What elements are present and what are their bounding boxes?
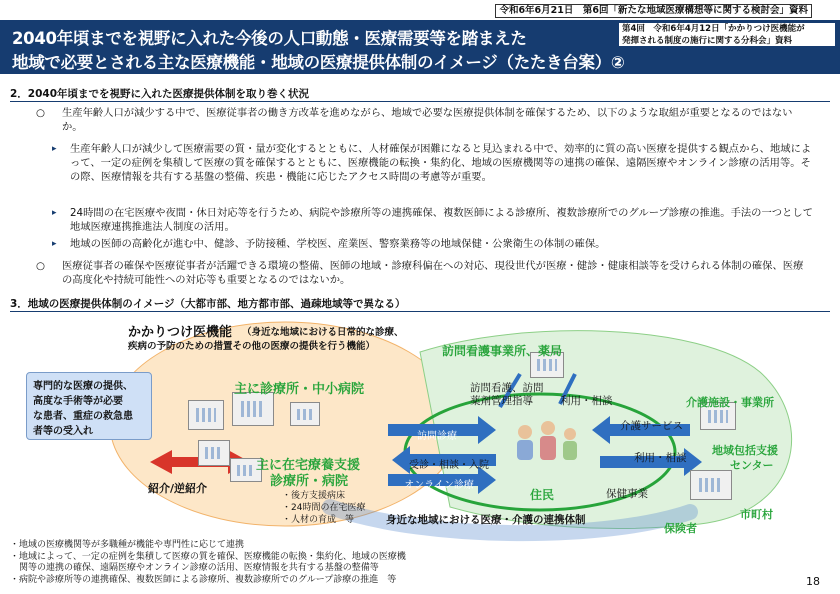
kakaritsuke-title: かかりつけ医機能 xyxy=(128,325,233,340)
care-facility-label: 介護施設・事業所 xyxy=(686,396,774,409)
referral-label: 紹介/逆紹介 xyxy=(148,482,208,495)
page-number: 18 xyxy=(806,575,820,588)
visiting-nursing-sub1: 訪問看護、訪問 xyxy=(470,382,544,394)
section2-divider xyxy=(10,101,830,102)
section2-para2 xyxy=(36,259,812,287)
specialist-line2: 高度な手術等が必要 xyxy=(33,396,123,407)
specialist-line4: 者等の受入れ xyxy=(33,426,93,437)
community-center-line1: 地域包括支援 xyxy=(712,444,778,457)
home-support-line2: 診療所・病院 xyxy=(270,474,349,489)
visiting-nursing-label: 訪問看護事業所、薬局 xyxy=(442,344,563,358)
meeting-info xyxy=(0,4,812,18)
clinic-building-icon xyxy=(198,440,230,466)
city-hall-building-icon xyxy=(690,470,732,500)
section2-bullet2-text: 24時間の在宅医療や夜間・休日対応等を行うため、病院や診療所等の連携確保、複数医師による診療所、複数診療所でのグループ診療の推進。手法の一つとして地域医療連携推進法人制度の活用。 xyxy=(70,207,813,233)
section2-para2-text: 医療従事者の確保や医療従事者が活躍できる環境の整備、医師の地域・診療科偏在への対応、現役世代が医療・健診・健康相談等を受けられる体制の確保、医療の高度化や持続可能性への対応等も重要となるのではないか。 xyxy=(62,260,804,286)
arrow-home-visit-label: 訪問診療 xyxy=(417,431,457,442)
triangle-bullet-icon: ▸ xyxy=(52,239,57,249)
specialist-line3: な患者、重症の救急患 xyxy=(33,411,133,422)
source-note xyxy=(618,22,836,47)
usage-consult-top: 利用・相談 xyxy=(560,395,613,407)
hospital-building-icon xyxy=(188,400,224,430)
section2-para1 xyxy=(36,106,812,134)
section2-bullet2 xyxy=(52,206,817,234)
arrow-online-label: オンライン診療 xyxy=(404,480,474,491)
note-line3: 関等の連携の確保、遠隔医療やオンライン診療の活用、医療情報を共有する基盤の整備等 xyxy=(10,563,379,573)
section2-bullet1 xyxy=(52,142,817,184)
section2-bullet3 xyxy=(52,237,817,251)
health-program-label: 保健事業 xyxy=(606,488,648,500)
page-title-line1: 2040年頃までを視野に入れた今後の人口動態・医療需要等を踏まえた xyxy=(12,29,527,48)
municipality-label: 市町村 xyxy=(740,508,773,521)
usage-consult-mid: 利用・相談 xyxy=(634,452,687,464)
community-center-line2: センター xyxy=(730,459,774,472)
section2-bullet1-text: 生産年齢人口が減少して医療需要の質・量が変化するとともに、人材確保が困難になると見込まれる中で、効率的に質の高い医療を提供する観点から、地域によって、一定の症例を集積して医療の質を確保するとともに、医療機能の転換・集約化、地域の医療機関等の連携の確保、遠隔医療やオンライン診療の活用等。その際、医療情報を共有する基盤の整備、疾患・機能に応じたアクセス時間の考慮等が重要。 xyxy=(70,143,812,183)
home-support-item2: ・24時間の在宅医療 xyxy=(282,503,366,513)
triangle-bullet-icon: ▸ xyxy=(52,144,57,154)
meeting-info-text: 令和6年6月21日 第6回「新たな地域医療構想等に関する検討会」資料 xyxy=(495,4,812,18)
clinic-label: 主に診療所・中小病院 xyxy=(234,382,365,397)
specialist-box xyxy=(26,372,152,440)
arrow-consult-visit-label: 受診・相談・入院 xyxy=(409,460,489,471)
section2-para1-text: 生産年齢人口が減少する中で、医療従事者の働き方改革を進めながら、地域で必要な医療提供体制を確保するため、以下のような取組が重要となるのではないか。 xyxy=(62,107,793,133)
kakaritsuke-desc2: 疾病の予防のための措置その他の医療の提供を行う機能） xyxy=(128,341,376,352)
home-support-line1: 主に在宅療養支援 xyxy=(256,458,361,473)
care-service-label: 介護サービス xyxy=(620,420,683,432)
insurer-label: 保険者 xyxy=(664,522,697,535)
hospital-building-icon xyxy=(232,392,274,426)
section2-title: 2．2040年頃までを視野に入れた医療提供体制を取り巻く状況 xyxy=(10,88,310,100)
home-support-item3: ・人材の育成 等 xyxy=(282,515,355,525)
circle-bullet-icon: ○ xyxy=(36,107,45,119)
page-title-line2: 地域で必要とされる主な医療機能・地域の医療提供体制のイメージ（たたき台案）② xyxy=(12,53,625,72)
specialist-line1: 専門的な医療の提供、 xyxy=(33,381,133,392)
resident-label: 住民 xyxy=(530,488,555,502)
note-line4: ・病院や診療所等の連携確保、複数医師による診療所、複数診療所でのグループ診療の推進 等 xyxy=(10,574,397,585)
diagram-notes xyxy=(10,540,480,586)
clinic-building-icon xyxy=(290,402,320,426)
home-support-item1: ・後方支援病床 xyxy=(282,491,346,501)
title-banner xyxy=(0,20,840,74)
section2-bullet3-text: 地域の医師の高齢化が進む中、健診、予防接種、学校医、産業医、警察業務等の地域保健・公衆衛生の体制の確保。 xyxy=(70,238,606,250)
visiting-nursing-sub2: 薬剤管理指導 xyxy=(470,395,533,407)
triangle-bullet-icon: ▸ xyxy=(52,208,57,218)
source-note-line2: 発揮される制度の施行に関する分科会」資料 xyxy=(622,36,793,46)
kakaritsuke-desc1: （身近な地域における日常的な診療、 xyxy=(242,327,404,338)
section3-title: 3．地域の医療提供体制のイメージ（大都市部、地方都市部、過疎地域等で異なる） xyxy=(10,298,406,310)
source-note-line1: 第4回 令和6年4月12日「かかりつけ医機能が xyxy=(622,24,805,34)
community-system-label: 身近な地域における医療・介護の連携体制 xyxy=(386,514,586,526)
circle-bullet-icon: ○ xyxy=(36,260,45,272)
note-line1: ・地域の医療機関等が多職種が機能や専門性に応じて連携 xyxy=(10,540,245,550)
note-line2: ・地域によって、一定の症例を集積して医療の質を確保、医療機能の転換・集約化、地域の医療機 xyxy=(10,551,406,562)
